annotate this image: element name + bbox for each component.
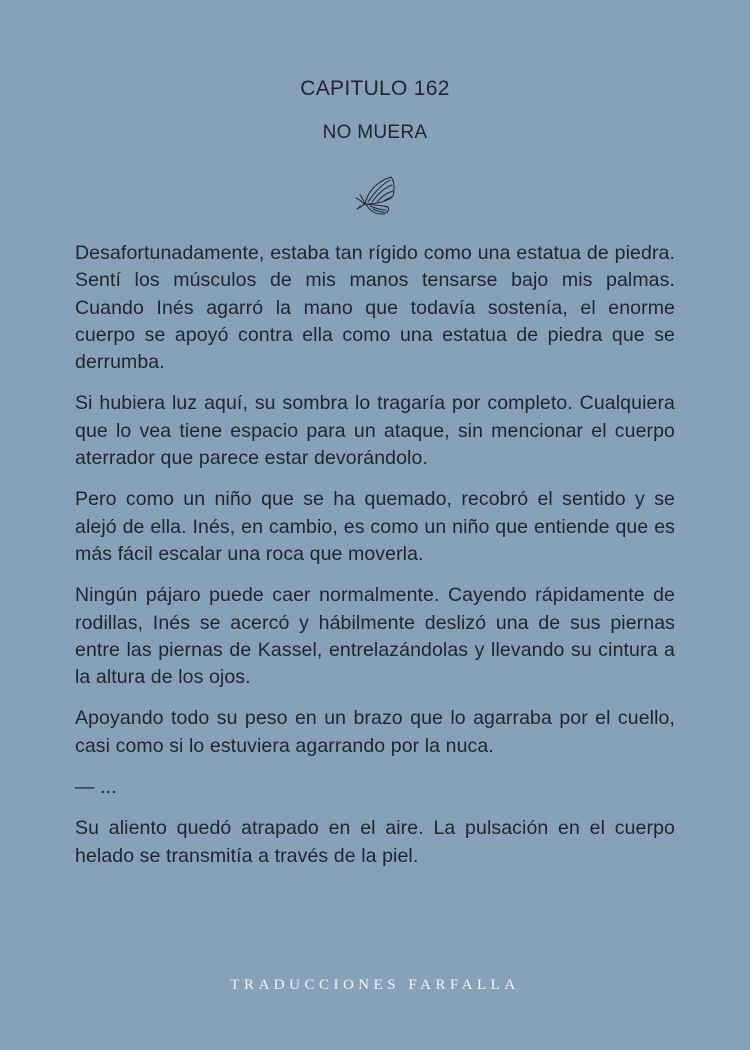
paragraph: Si hubiera luz aquí, su sombra lo tragaría por completo. Cualquiera que lo vea tiene espacio para un ataque, sin mencionar el cuerpo aterrador que parece estar devorándolo. [75,392,675,470]
butterfly-icon [351,174,399,216]
paragraph: Apoyando todo su peso en un brazo que lo agarraba por el cuello, casi como si lo estuviera agarrando por la nuca. [75,707,675,757]
translator-credit: TRADUCCIONES FARFALLA [230,977,520,993]
paragraph: Desafortunadamente, estaba tan rígido como una estatua de piedra. Sentí los músculos de mis manos tensarse bajo mis palmas. Cuando Inés agarró la mano que todavía sostenía, el enorme cuerpo se apoyó contra ella como una estatua de piedra que se derrumba. [75,242,675,374]
chapter-number: CAPITULO 162 [300,77,450,100]
chapter-title: NO MUERA [322,122,428,143]
paragraph: Pero como un niño que se ha quemado, recobró el sentido y se alejó de ella. Inés, en cambio, es como un niño que entiende que es más fácil escalar una roca que moverla. [75,488,675,565]
paragraph: Su aliento quedó atrapado en el aire. La pulsación en el cuerpo helado se transmitía a través de la piel. [75,817,675,867]
chapter-body [75,240,675,884]
paragraph: — ... [75,776,117,799]
paragraph: Ningún pájaro puede caer normalmente. Cayendo rápidamente de rodillas, Inés se acercó y hábilmente deslizó una de sus piernas entre las piernas de Kassel, entrelazándolas y llevando su cintura a la altura de los ojos. [75,584,675,689]
